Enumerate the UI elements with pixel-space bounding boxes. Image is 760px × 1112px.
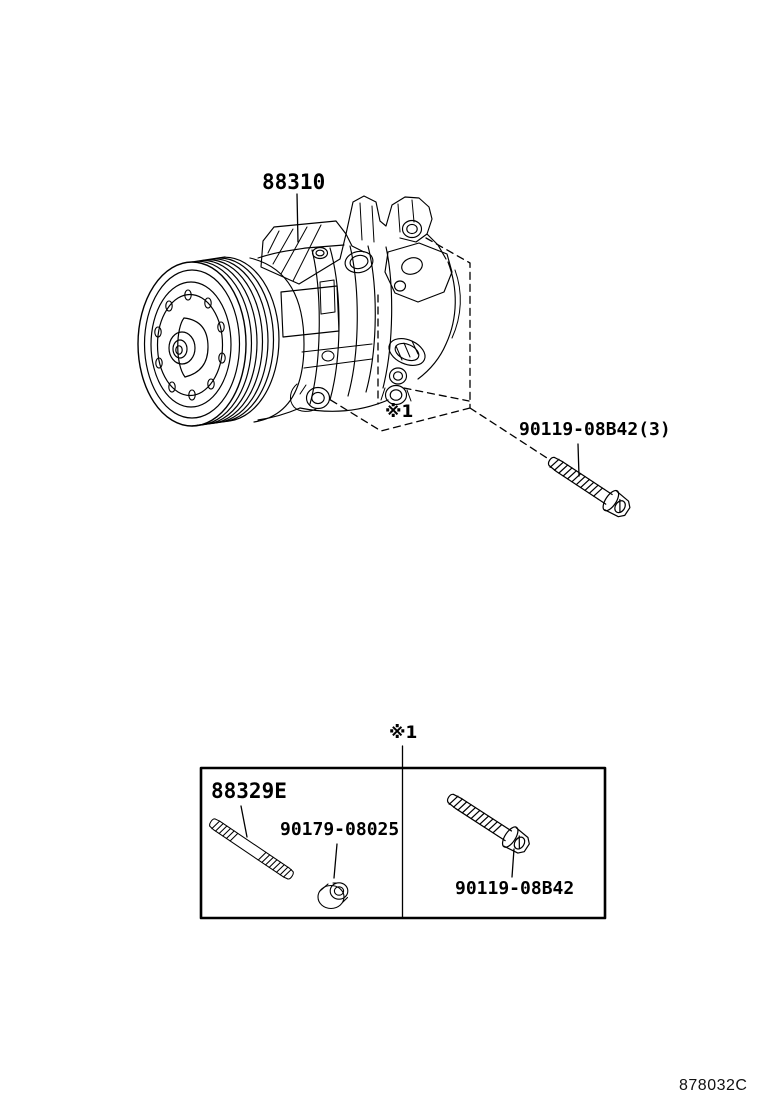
pulley-bolt-holes [155, 290, 225, 400]
part-label-bolt-main: 90119-08B42(3) [519, 419, 671, 440]
top-bracket [261, 221, 346, 284]
part-label-bolt-inset: 90119-08B42 [455, 878, 575, 899]
rear-gusset-plate [385, 243, 452, 302]
leader-bolt-box [512, 849, 514, 877]
compressor-pulley-drawing [138, 257, 279, 426]
leader-stud [241, 806, 247, 837]
leader-88310 [297, 194, 298, 242]
dashed-callout-region [329, 238, 547, 458]
figure-code: 878032C [679, 1077, 748, 1094]
nut-drawing [318, 883, 348, 909]
part-label-nut: 90179-08025 [280, 819, 400, 840]
rear-boss-and-ears [381, 333, 429, 404]
leader-lines [241, 194, 579, 918]
bolt-drawing-main [543, 450, 633, 521]
reference-marker-main: ※1 [385, 402, 414, 422]
part-label-compressor: 88310 [262, 170, 326, 194]
compressor-body-drawing [250, 196, 460, 422]
reference-marker-inset: ※1 [389, 723, 418, 743]
leader-bolt-main [578, 444, 579, 476]
leader-nut [334, 844, 337, 878]
part-label-stud: 88329E [211, 779, 287, 803]
bolt-drawing-inset [442, 787, 533, 857]
